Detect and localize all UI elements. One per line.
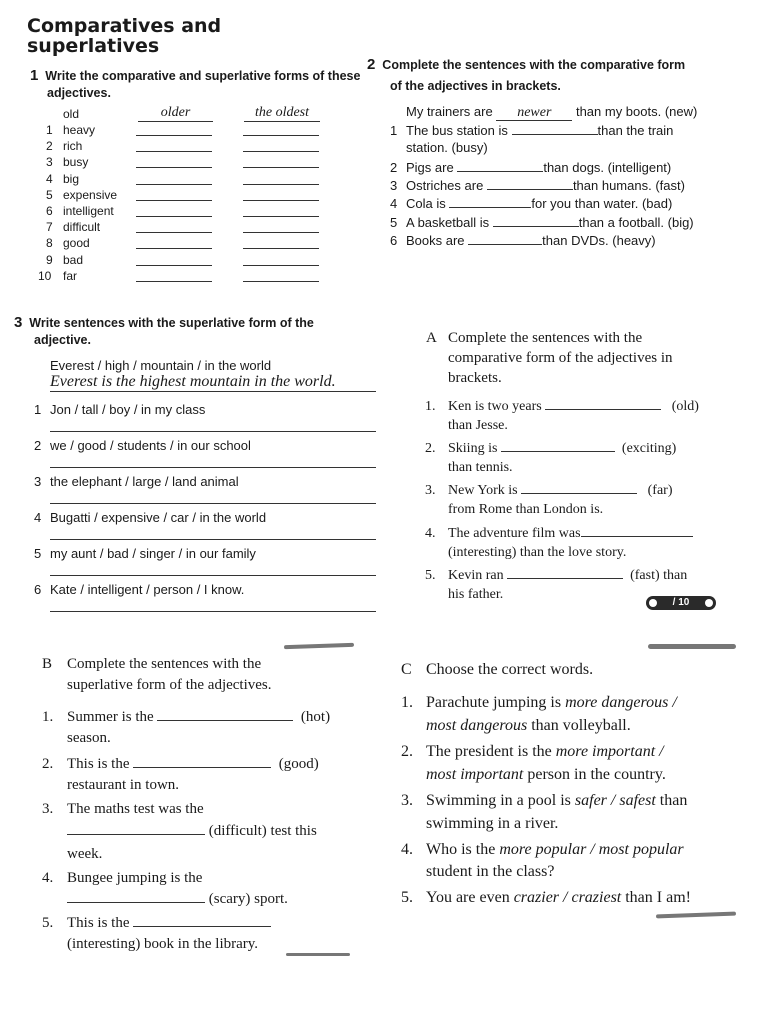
exC-item-4: [401, 840, 684, 860]
ex2-instruction-line2: of the adjectives in brackets.: [390, 79, 561, 93]
ex1-item-number: 7: [46, 220, 53, 235]
ex2-example-pre: My trainers are: [406, 104, 493, 119]
exB-instruction-line1: Complete the sentences with the: [67, 656, 262, 672]
exA-item-1-post: (old): [671, 399, 699, 414]
exC-item-2-line2: [426, 765, 666, 785]
ex2-item-5-post: than a football. (big): [578, 215, 694, 230]
ex3-instruction-line2: adjective.: [34, 333, 91, 347]
scan-smudge: [656, 912, 736, 919]
exC-item-5-number: 5.: [401, 889, 413, 906]
ex3-item: [34, 474, 239, 489]
ex1-item-word: bad: [63, 252, 84, 267]
exC-item-2-post: person in the country.: [527, 766, 666, 783]
exA-item-3-answer-blank[interactable]: [521, 493, 637, 494]
exC-item-1: [401, 693, 677, 713]
ex2-item-5-answer-blank[interactable]: [493, 226, 579, 227]
ex3-answer-line[interactable]: [50, 467, 376, 468]
exC-item-4-options[interactable]: more popular / most popular: [499, 841, 684, 858]
ex1-superlative-blank[interactable]: [243, 232, 319, 233]
exB-item-2-post: (good): [278, 756, 319, 772]
exC-item-4-pre: Who is the: [426, 841, 496, 858]
exB-item-2-answer-blank[interactable]: [133, 767, 271, 768]
ex1-comparative-blank[interactable]: [136, 151, 212, 152]
ex2-item-4-post: for you than water. (bad): [531, 196, 673, 211]
exA-item-4: [425, 524, 693, 543]
exC-letter: C: [401, 661, 412, 678]
ex1-item-word: expensive: [63, 187, 118, 202]
ex3-item-prompt: we / good / students / in our school: [50, 438, 251, 453]
exB-item-4-post: (scary) sport.: [208, 891, 288, 907]
ex1-comparative-blank[interactable]: [136, 232, 212, 233]
ex3-item-number: 5: [34, 546, 42, 561]
ex2-item-1-line2: station. (busy): [406, 140, 488, 155]
exC-instruction: Choose the correct words.: [426, 661, 594, 678]
ex1-comparative-blank[interactable]: [136, 184, 212, 185]
exC-item-3: [401, 791, 687, 811]
exA-item-5-line2: his father.: [448, 587, 504, 602]
exC-item-5-post: than I am!: [625, 889, 691, 906]
ex1-comparative-blank[interactable]: [136, 200, 212, 201]
ex2-item-2: [390, 160, 671, 175]
ex2-item-6: [390, 233, 656, 248]
ex1-item-word: rich: [63, 139, 83, 154]
ex1-comparative-blank[interactable]: [136, 265, 212, 266]
ex3-number: 3: [14, 314, 23, 331]
exA-instruction-line3: brackets.: [448, 370, 502, 386]
exA-item-5-pre: Kevin ran: [448, 568, 504, 583]
ex2-item-2-pre: Pigs are: [406, 160, 454, 175]
exB-instruction: [67, 654, 272, 696]
exC-item-2-pre: The president is the: [426, 743, 552, 760]
exB-item-1-answer-blank[interactable]: [157, 720, 293, 721]
exC-item-3-pre: Swimming in a pool is: [426, 792, 571, 809]
exA-item-5: [425, 566, 687, 585]
exB-item-5: [42, 913, 271, 933]
exA-item-4-line2: (interesting) than the love story.: [448, 545, 627, 560]
exC-item-3-options[interactable]: safer / safest: [574, 792, 656, 809]
ex3-item-prompt: Jon / tall / boy / in my class: [50, 402, 206, 417]
exA-item-2-number: 2.: [425, 441, 436, 456]
exB-item-4-pre: Bungee jumping is the: [67, 870, 203, 886]
exB-item-1: [42, 707, 330, 727]
exA-item-5-post: (fast) than: [630, 568, 688, 583]
exA-item-2-post: (exciting): [621, 441, 677, 456]
exB-item-2: [42, 754, 319, 774]
ex3-instruction: [14, 315, 314, 331]
scan-smudge: [286, 953, 350, 956]
ex1-superlative-blank[interactable]: [243, 184, 319, 185]
ex3-item-prompt: the elephant / large / land animal: [50, 474, 239, 489]
ex1-superlative-blank[interactable]: [243, 216, 319, 217]
exB-item-4-answer-blank[interactable]: [67, 902, 205, 903]
ex3-answer-line[interactable]: [50, 503, 376, 504]
ex2-item-3-answer-blank[interactable]: [487, 189, 573, 190]
ex1-item-number: 8: [46, 236, 53, 251]
exC-item-1-line2: [426, 716, 631, 736]
ex1-item-number: 6: [46, 204, 53, 218]
ex1-comparative-blank[interactable]: [136, 167, 212, 168]
ex3-item-prompt: Bugatti / expensive / car / in the world: [50, 510, 267, 525]
exA-item-3-pre: New York is: [448, 483, 518, 498]
ex3-item-number: 4: [34, 510, 42, 525]
title-line-2: superlatives: [27, 35, 160, 57]
exA-item-3-post: (far): [647, 483, 673, 498]
scan-smudge: [648, 644, 736, 649]
ex1-item-number: 3: [46, 155, 53, 170]
ex2-item-5-pre: A basketball is: [406, 215, 490, 230]
ex1-item-word: good: [63, 236, 90, 251]
ex2-item-6-pre: Books are: [406, 233, 465, 248]
exB-item-4: [42, 868, 202, 888]
score-right-dot: [705, 599, 713, 607]
exB-item-1-line2: season.: [67, 730, 111, 746]
exB-item-3-pre: The maths test was the: [67, 801, 204, 817]
worksheet-title: [27, 16, 221, 56]
exB-item-5-line2: (interesting) book in the library.: [67, 936, 259, 952]
ex1-item-word: heavy: [63, 123, 96, 137]
ex3-answer-line[interactable]: [50, 431, 376, 432]
ex1-number: 1: [30, 67, 39, 84]
exA-item-4-pre: The adventure film was: [448, 526, 581, 541]
exB-item-5-pre: This is the: [67, 915, 130, 931]
ex3-answer-line[interactable]: [50, 539, 376, 540]
exA-item-1-number: 1.: [425, 399, 436, 414]
exA-item-1: [425, 397, 699, 416]
exB-item-3-post: (difficult) test this: [208, 823, 317, 839]
ex1-superlative-blank[interactable]: [243, 151, 319, 152]
exB-item-2-pre: This is the: [67, 756, 130, 772]
exB-instruction-line2: superlative form of the adjectives.: [67, 677, 272, 693]
exC-item-1-number: 1.: [401, 694, 413, 711]
exC-item-2-option-b[interactable]: most important: [426, 766, 524, 783]
ex2-item-1-post: than the train: [597, 123, 674, 138]
exC-item-5-options[interactable]: crazier / craziest: [513, 889, 622, 906]
ex2-item-4-pre: Cola is: [406, 196, 446, 211]
ex1-instruction-line2: adjectives.: [47, 86, 111, 100]
ex1-instruction: [30, 68, 360, 84]
ex2-item-4-number: 4: [390, 196, 398, 211]
ex2-item-4: [390, 196, 672, 211]
score-left-dot: [649, 599, 657, 607]
exA-item-4-answer-blank[interactable]: [581, 536, 693, 537]
ex1-superlative-blank[interactable]: [243, 200, 319, 201]
exC-item-1-pre: Parachute jumping is: [426, 694, 562, 711]
ex1-item-number: 1: [46, 123, 53, 137]
title-line-1: Comparatives and: [27, 15, 222, 37]
exA-score-badge: [646, 596, 716, 610]
ex1-comparative-blank[interactable]: [136, 248, 212, 249]
ex1-item-number: 4: [46, 171, 53, 186]
ex1-example-word: old: [63, 107, 80, 121]
ex2-item-2-answer-blank[interactable]: [457, 171, 543, 172]
exA-item-2: [425, 439, 676, 458]
ex3-item-number: 1: [34, 402, 42, 417]
exB-item-4-line2: [67, 889, 288, 909]
ex3-instruction-line1: Write sentences with the superlative form of the: [29, 316, 314, 330]
exA-instruction: [448, 328, 673, 388]
exA-item-2-pre: Skiing is: [448, 441, 498, 456]
ex1-instruction-line1: Write the comparative and superlative forms of these: [45, 69, 361, 83]
ex1-superlative-blank[interactable]: [243, 135, 319, 136]
exB-item-3-answer-blank[interactable]: [67, 834, 205, 835]
ex3-item: [34, 546, 256, 561]
ex3-item: [34, 582, 244, 597]
exB-letter: B: [42, 656, 53, 672]
exA-item-5-answer-blank[interactable]: [507, 578, 623, 579]
exB-item-1-pre: Summer is the: [67, 709, 154, 725]
ex2-item-3: [390, 178, 685, 193]
exA-item-4-number: 4.: [425, 526, 436, 541]
exA-item-3-number: 3.: [425, 483, 436, 498]
exB-item-5-number: 5.: [42, 915, 54, 931]
ex3-item-prompt: my aunt / bad / singer / in our family: [50, 546, 256, 561]
ex1-item-number: 2: [46, 139, 53, 154]
exA-score-text: / 10: [672, 597, 690, 608]
ex2-item-2-number: 2: [390, 160, 398, 175]
exB-item-1-number: 1.: [42, 709, 54, 725]
ex1-item-word: far: [63, 268, 78, 283]
ex1-example-comparative: older: [138, 104, 213, 122]
ex2-example-post: than my boots. (new): [575, 104, 698, 119]
exA-item-1-answer-blank[interactable]: [545, 409, 661, 410]
exC-item-1-option-a[interactable]: more dangerous /: [565, 694, 677, 711]
ex2-instruction: [367, 57, 685, 73]
exA-item-1-line2: than Jesse.: [448, 418, 508, 433]
ex3-item-number: 6: [34, 582, 42, 597]
ex2-item-5: [390, 215, 694, 230]
exA-instruction-line1: Complete the sentences with the: [448, 330, 643, 346]
ex1-superlative-blank[interactable]: [243, 248, 319, 249]
exA-item-2-answer-blank[interactable]: [501, 451, 615, 452]
exB-item-4-number: 4.: [42, 870, 54, 886]
ex1-item-word: big: [63, 171, 80, 186]
ex1-comparative-blank[interactable]: [136, 216, 212, 217]
ex3-answer-line[interactable]: [50, 611, 376, 612]
ex1-example-superlative: the oldest: [244, 104, 320, 122]
ex2-number: 2: [367, 56, 376, 73]
exA-item-3: [425, 481, 673, 500]
exC-item-3-post: than: [659, 792, 688, 809]
ex1-item-number: 5: [46, 187, 53, 202]
exA-item-2-line2: than tennis.: [448, 460, 513, 475]
exC-item-2-option-a[interactable]: more important /: [555, 743, 664, 760]
exC-item-3-number: 3.: [401, 792, 413, 809]
ex1-superlative-blank[interactable]: [243, 167, 319, 168]
ex3-item: [34, 510, 266, 525]
exC-item-1-post: than volleyball.: [531, 717, 631, 734]
ex2-instruction-line1: Complete the sentences with the comparative form: [382, 58, 686, 72]
ex2-item-2-post: than dogs. (intelligent): [543, 160, 672, 175]
exB-item-3-line2: [67, 821, 317, 841]
exB-item-3: [42, 799, 204, 819]
ex2-item-6-post: than DVDs. (heavy): [542, 233, 656, 248]
ex2-item-3-pre: Ostriches are: [406, 178, 484, 193]
ex2-item-6-answer-blank[interactable]: [468, 244, 542, 245]
ex1-item-word: busy: [63, 155, 89, 170]
exA-instruction-line2: comparative form of the adjectives in: [448, 350, 673, 366]
ex3-item-number: 2: [34, 438, 42, 453]
exB-item-2-number: 2.: [42, 756, 54, 772]
exC-item-5-pre: You are even: [426, 889, 510, 906]
exB-item-3-number: 3.: [42, 801, 54, 817]
ex3-answer-line[interactable]: [50, 575, 376, 576]
ex2-item-1-number: 1: [390, 123, 398, 138]
exA-item-3-line2: from Rome than London is.: [448, 502, 604, 517]
ex1-comparative-blank[interactable]: [136, 135, 212, 136]
ex3-example-answer: Everest is the highest mountain in the world.: [50, 373, 376, 392]
exA-item-1-pre: Ken is two years: [448, 399, 542, 414]
exC-item-4-line2: student in the class?: [426, 863, 555, 880]
exB-item-5-answer-blank[interactable]: [133, 926, 271, 927]
ex2-item-3-number: 3: [390, 178, 398, 193]
ex1-comparative-blank[interactable]: [136, 281, 212, 282]
exC-item-5: [401, 888, 691, 908]
ex1-superlative-blank[interactable]: [243, 281, 319, 282]
ex2-example-answer: newer: [496, 105, 572, 121]
ex1-item-word: difficult: [63, 220, 101, 235]
ex3-item-number: 3: [34, 474, 42, 489]
ex2-item-1: [390, 123, 673, 138]
ex2-item-3-post: than humans. (fast): [572, 178, 685, 193]
ex3-item-prompt: Kate / intelligent / person / I know.: [50, 582, 245, 597]
ex1-item-number: 9: [46, 252, 53, 267]
ex2-example: [406, 104, 697, 121]
ex2-item-4-answer-blank[interactable]: [449, 207, 531, 208]
exC-item-4-number: 4.: [401, 841, 413, 858]
exB-item-2-line2: restaurant in town.: [67, 777, 180, 793]
exA-item-5-number: 5.: [425, 568, 436, 583]
exC-item-2: [401, 742, 664, 762]
ex2-item-6-number: 6: [390, 233, 398, 248]
ex2-item-1-answer-blank[interactable]: [512, 134, 598, 135]
exB-item-1-post: (hot): [300, 709, 331, 725]
exC-item-2-number: 2.: [401, 743, 413, 760]
ex1-item-word: intelligent: [63, 204, 114, 218]
exC-item-1-option-b[interactable]: most dangerous: [426, 717, 528, 734]
exB-item-3-line3: week.: [67, 846, 103, 862]
ex1-item-number: 10: [38, 268, 52, 283]
ex3-example-prompt: Everest / high / mountain / in the world: [50, 358, 272, 373]
ex3-item: [34, 438, 251, 453]
exC-item-3-line2: swimming in a river.: [426, 815, 559, 832]
ex3-item: [34, 402, 205, 417]
ex1-superlative-blank[interactable]: [243, 265, 319, 266]
exA-letter: A: [426, 330, 437, 346]
ex2-item-5-number: 5: [390, 215, 398, 230]
ex2-item-1-pre: The bus station is: [406, 123, 508, 138]
scan-smudge: [284, 643, 354, 649]
